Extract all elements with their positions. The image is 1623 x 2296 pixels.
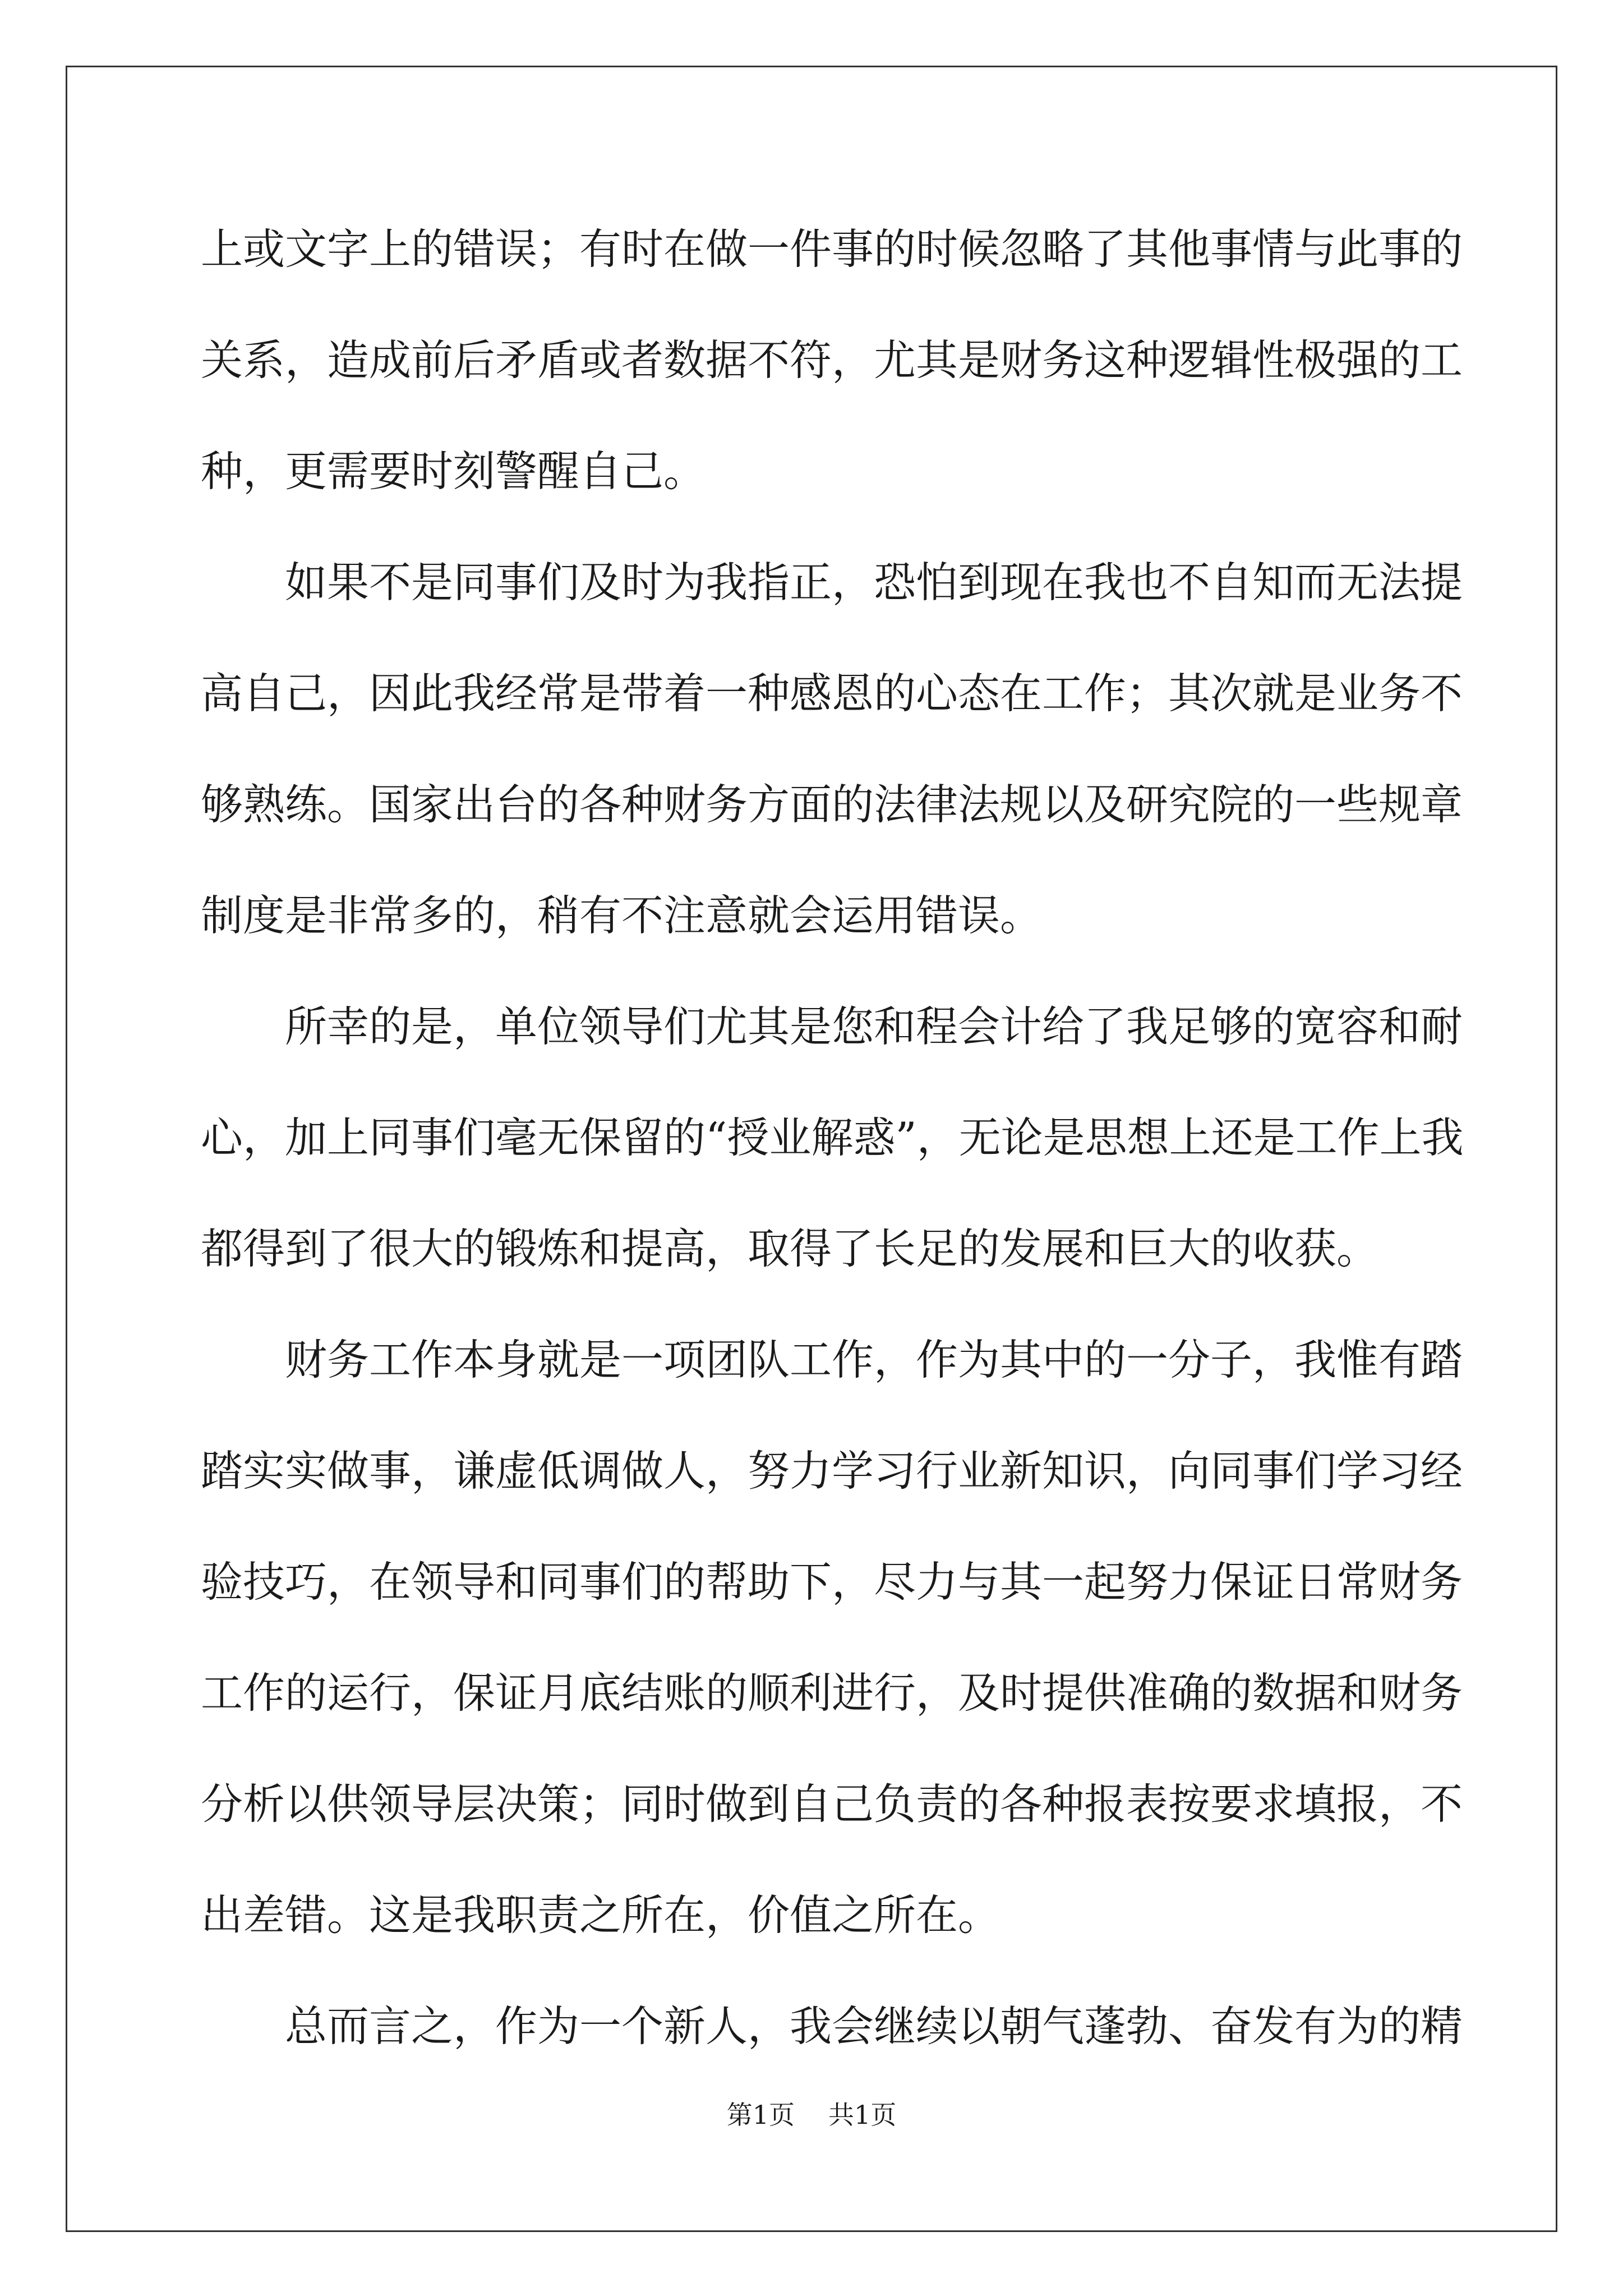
text-line: 所幸的是，单位领导们尤其是您和程会计给了我足够的宽容和耐 [201,1002,1463,1051]
document-body [201,209,1464,2097]
page-footer [0,2098,1623,2132]
text-line: 都得到了很大的锻炼和提高，取得了长足的发展和巨大的收获。 [201,1224,1379,1273]
text-line: 上或文字上的错误；有时在做一件事的时候忽略了其他事情与此事的 [201,224,1463,274]
text-line: 制度是非常多的，稍有不注意就会运用错误。 [201,891,1043,940]
text-line: 分析以供领导层决策；同时做到自己负责的各种报表按要求填报，不 [201,1779,1463,1829]
text-line: 出差错。这是我职责之所在，价值之所在。 [201,1890,1000,1940]
text-line: 够熟练。国家出台的各种财务方面的法律法规以及研究院的一些规章 [201,780,1463,829]
text-line: 高自己，因此我经常是带着一种感恩的心态在工作；其次就是业务不 [201,669,1463,718]
text-line: 关系，造成前后矛盾或者数据不符，尤其是财务这种逻辑性极强的工 [201,335,1463,385]
text-line: 总而言之，作为一个新人，我会继续以朝气蓬勃、奋发有为的精 [201,2001,1463,2051]
text-line: 验技巧，在领导和同事们的帮助下，尽力与其一起努力保证日常财务 [201,1557,1463,1607]
page-total: 共1页 [828,2100,897,2130]
page-number: 第1页 [726,2100,795,2130]
text-line: 工作的运行，保证月底结账的顺利进行，及时提供准确的数据和财务 [201,1668,1463,1718]
text-line: 如果不是同事们及时为我指正，恐怕到现在我也不自知而无法提 [201,558,1463,607]
text-line: 财务工作本身就是一项团队工作，作为其中的一分子，我惟有踏 [201,1335,1463,1384]
text-line: 心，加上同事们毫无保留的“授业解惑”，无论是思想上还是工作上我 [201,1113,1464,1162]
text-line: 踏实实做事，谦虚低调做人，努力学习行业新知识，向同事们学习经 [201,1446,1463,1496]
text-line: 种，更需要时刻警醒自己。 [201,447,706,496]
